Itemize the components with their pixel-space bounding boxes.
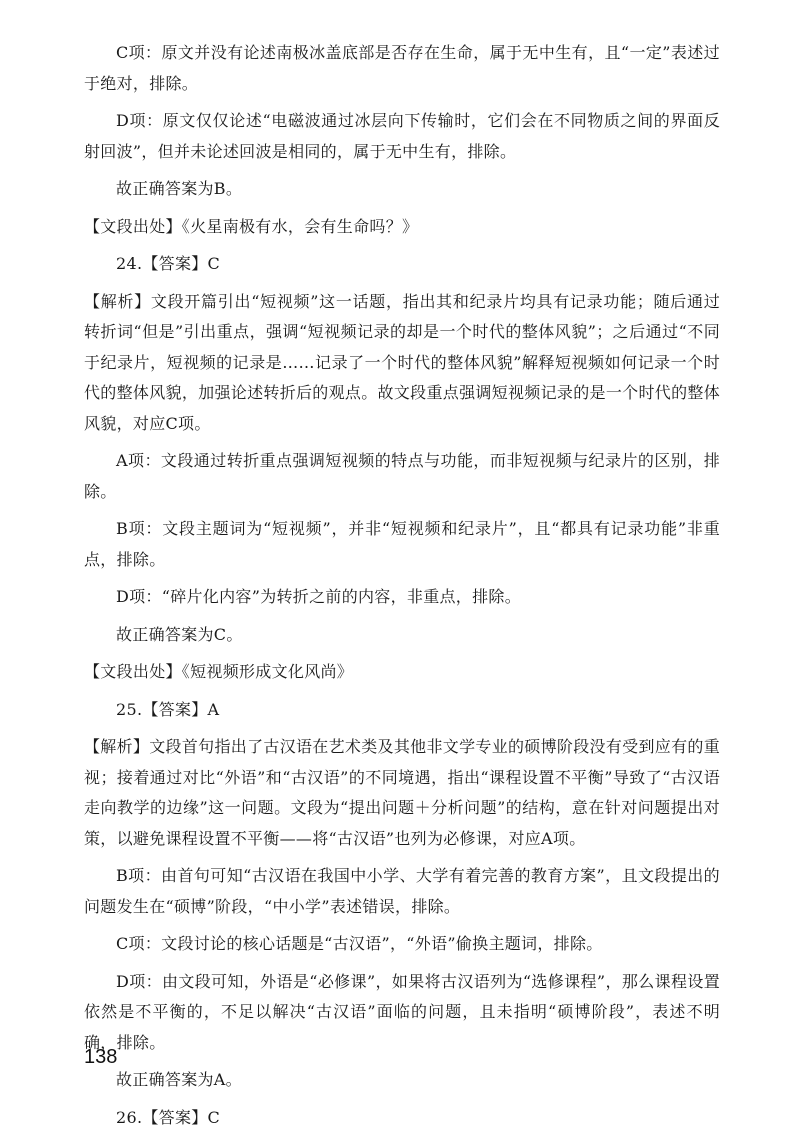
paragraph-gap bbox=[84, 280, 720, 287]
paragraph-option-c-explanation: C项：原文并没有论述南极冰盖底部是否存在生命，属于无中生有，且“一定”表述过于绝对，排除。 bbox=[84, 38, 720, 99]
paragraph-gap bbox=[84, 242, 720, 249]
question-25-option-d: D项：由文段可知，外语是“必修课”，如果将古汉语列为“选修课程”，那么课程设置依然是不平衡的，不足以解决“古汉语”面临的问题，且未指明“硕博阶段”，表述不明确，排除。 bbox=[84, 967, 720, 1059]
paragraph-gap bbox=[84, 613, 720, 620]
question-26-answer: 26.【答案】C bbox=[84, 1103, 720, 1133]
paragraph-gap bbox=[84, 1096, 720, 1103]
question-25-answer: 25.【答案】A bbox=[84, 695, 720, 726]
question-24-option-a: A项：文段通过转折重点强调短视频的特点与功能，而非短视频与纪录片的区别，排除。 bbox=[84, 446, 720, 507]
paragraph-source-mars: 【文段出处】《火星南极有水，会有生命吗？》 bbox=[84, 212, 720, 243]
paragraph-gap bbox=[84, 99, 720, 106]
question-24-correct-answer: 故正确答案为C。 bbox=[84, 620, 720, 651]
paragraph-gap bbox=[84, 650, 720, 657]
paragraph-gap bbox=[84, 575, 720, 582]
question-24-analysis: 【解析】文段开篇引出“短视频”这一话题，指出其和纪录片均具有记录功能；随后通过转折词“但是”引出重点，强调“短视频记录的却是一个时代的整体风貌”；之后通过“不同于纪录片，短视频的记录是……记录了一个时代的整体风貌”解释短视频如何记录一个时代的整体风貌，加强论述转折后的观点。故文段重点强调短视频记录的是一个时代的整体风貌，对应C项。 bbox=[84, 287, 720, 440]
page-number: 138 bbox=[84, 1046, 117, 1069]
paragraph-gap bbox=[84, 1058, 720, 1065]
question-24-option-d: D项：“碎片化内容”为转折之前的内容，非重点，排除。 bbox=[84, 582, 720, 613]
paragraph-gap bbox=[84, 725, 720, 732]
question-24-option-b: B项：文段主题词为“短视频”，并非“短视频和纪录片”，且“都具有记录功能”非重点，排除。 bbox=[84, 514, 720, 575]
question-24-answer: 24.【答案】C bbox=[84, 249, 720, 280]
paragraph-gap bbox=[84, 167, 720, 174]
paragraph-gap bbox=[84, 922, 720, 929]
paragraph-gap bbox=[84, 507, 720, 514]
question-25-option-c: C项：文段讨论的核心话题是“古汉语”，“外语”偷换主题词，排除。 bbox=[84, 929, 720, 960]
answer-explanation-page bbox=[84, 38, 720, 1133]
question-25-option-b: B项：由首句可知“古汉语在我国中小学、大学有着完善的教育方案”，且文段提出的问题发生在“硕博”阶段，“中小学”表述错误，排除。 bbox=[84, 861, 720, 922]
paragraph-gap bbox=[84, 439, 720, 446]
paragraph-gap bbox=[84, 205, 720, 212]
paragraph-gap bbox=[84, 960, 720, 967]
paragraph-correct-answer: 故正确答案为B。 bbox=[84, 174, 720, 205]
paragraph-gap bbox=[84, 854, 720, 861]
paragraph-gap bbox=[84, 688, 720, 695]
paragraph-option-d-explanation: D项：原文仅仅论述“电磁波通过冰层向下传输时，它们会在不同物质之间的界面反射回波”，但并未论述回波是相同的，属于无中生有，排除。 bbox=[84, 106, 720, 167]
question-25-correct-answer: 故正确答案为A。 bbox=[84, 1065, 720, 1096]
question-25-analysis: 【解析】文段首句指出了古汉语在艺术类及其他非文学专业的硕博阶段没有受到应有的重视；接着通过对比“外语”和“古汉语”的不同境遇，指出“课程设置不平衡”导致了“古汉语走向教学的边缘”这一问题。文段为“提出问题＋分析问题”的结构，意在针对问题提出对策，以避免课程设置不平衡——将“古汉语”也列为必修课，对应A项。 bbox=[84, 732, 720, 854]
paragraph-source-short-video: 【文段出处】《短视频形成文化风尚》 bbox=[84, 657, 720, 688]
